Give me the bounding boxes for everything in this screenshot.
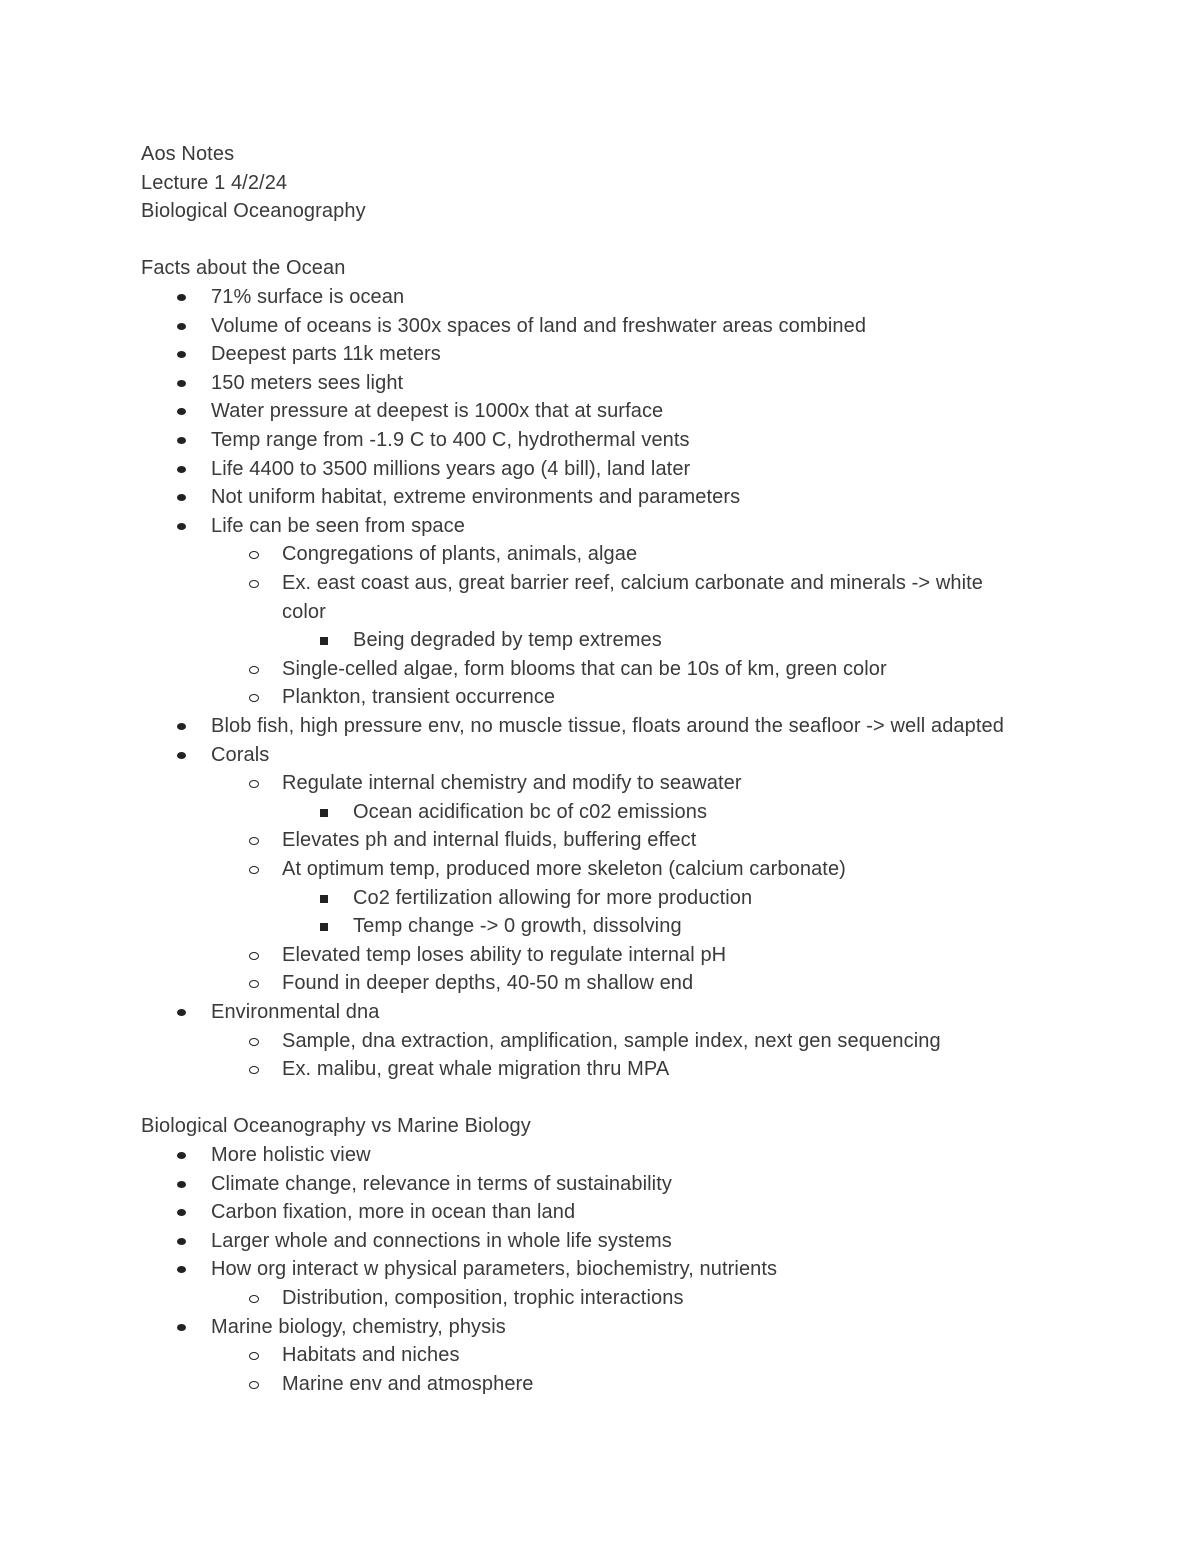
list-item: Distribution, composition, trophic interactions (282, 1287, 684, 1309)
list-item: Sample, dna extraction, amplification, sample index, next gen sequencing (282, 1029, 941, 1052)
bullet-square-icon (320, 637, 328, 645)
list-item: How org interact w physical parameters, biochemistry, nutrients (211, 1258, 778, 1281)
bullet-dot-icon (177, 323, 186, 330)
list-item: Habitats and niches (282, 1344, 460, 1367)
bullet-dot-icon (177, 1181, 186, 1188)
list-item: Carbon fixation, more in ocean than land (211, 1201, 576, 1224)
bullet-circle-icon (249, 666, 259, 674)
bullet-square-icon (320, 923, 328, 931)
bullet-dot-icon (177, 523, 186, 530)
lecture-line: Lecture 1 4/2/24 (141, 171, 288, 194)
list-item: Elevated temp loses ability to regulate internal pH (282, 943, 727, 966)
bullet-circle-icon (249, 694, 259, 702)
bullet-dot-icon (177, 351, 186, 358)
bullet-dot-icon (177, 1324, 186, 1331)
bullet-circle-icon (249, 1295, 259, 1303)
bullet-circle-icon (249, 1038, 259, 1046)
bullet-dot-icon (177, 466, 186, 473)
bullet-dot-icon (177, 752, 186, 759)
section-heading: Facts about the Ocean (141, 257, 346, 280)
list-item: Life can be seen from space (211, 514, 465, 537)
bullet-dot-icon (177, 380, 186, 387)
bullet-dot-icon (177, 1209, 186, 1216)
list-item: Blob fish, high pressure env, no muscle tissue, floats around the seafloor -> well adapted (211, 715, 1004, 737)
list-item: Marine env and atmosphere (282, 1372, 534, 1395)
bullet-dot-icon (177, 723, 186, 730)
list-item: Temp range from -1.9 C to 400 C, hydrothermal vents (211, 429, 690, 451)
list-item: More holistic view (211, 1144, 371, 1166)
list-item: Being degraded by temp extremes (353, 629, 662, 652)
list-item: Water pressure at deepest is 1000x that at surface (211, 400, 664, 423)
bullet-dot-icon (177, 1238, 186, 1245)
list-item: Volume of oceans is 300x spaces of land and freshwater areas combined (211, 314, 867, 337)
bullet-circle-icon (249, 1352, 259, 1360)
bullet-dot-icon (177, 408, 186, 415)
list-item: Single-celled algae, form blooms that can be 10s of km, green color (282, 657, 887, 680)
bullet-square-icon (320, 895, 328, 903)
list-item: Not uniform habitat, extreme environments and parameters (211, 486, 741, 509)
list-item: Co2 fertilization allowing for more production (353, 886, 753, 909)
list-item: Temp change -> 0 growth, dissolving (353, 915, 682, 938)
bullet-circle-icon (249, 551, 259, 559)
bullet-dot-icon (177, 437, 186, 444)
bullet-circle-icon (249, 980, 259, 988)
list-item: Found in deeper depths, 40-50 m shallow end (282, 972, 694, 995)
bullet-dot-icon (177, 294, 186, 301)
bullet-circle-icon (249, 866, 259, 874)
list-item: Larger whole and connections in whole life systems (211, 1229, 672, 1252)
list-item: Ex. malibu, great whale migration thru MPA (282, 1058, 670, 1081)
bullet-circle-icon (249, 580, 259, 588)
list-item: Corals (211, 743, 270, 766)
list-item: Regulate internal chemistry and modify to seawater (282, 772, 742, 795)
list-item: 71% surface is ocean (211, 286, 405, 308)
bullet-circle-icon (249, 780, 259, 788)
list-item: Congregations of plants, animals, algae (282, 543, 638, 566)
list-item: Marine biology, chemistry, physis (211, 1315, 506, 1338)
bullet-dot-icon (177, 1152, 186, 1159)
list-item: Elevates ph and internal fluids, buffering effect (282, 829, 697, 852)
list-item: At optimum temp, produced more skeleton (calcium carbonate) (282, 858, 846, 880)
list-item: Deepest parts 11k meters (211, 343, 441, 366)
list-item: Ocean acidification bc of c02 emissions (353, 800, 708, 823)
list-item: Climate change, relevance in terms of sustainability (211, 1172, 672, 1195)
list-item: 150 meters sees light (211, 371, 404, 394)
list-item-continuation: color (282, 600, 326, 623)
list-item: Ex. east coast aus, great barrier reef, calcium carbonate and minerals -> white (282, 572, 984, 594)
bullet-circle-icon (249, 837, 259, 845)
bullet-circle-icon (249, 1381, 259, 1389)
section-heading: Biological Oceanography vs Marine Biology (141, 1115, 531, 1138)
list-item: Environmental dna (211, 1001, 380, 1023)
bullet-circle-icon (249, 952, 259, 960)
bullet-square-icon (320, 809, 328, 817)
bullet-dot-icon (177, 1009, 186, 1016)
list-item: Plankton, transient occurrence (282, 686, 556, 709)
subject-line: Biological Oceanography (141, 200, 366, 223)
bullet-circle-icon (249, 1066, 259, 1074)
bullet-dot-icon (177, 494, 186, 501)
bullet-dot-icon (177, 1266, 186, 1273)
list-item: Life 4400 to 3500 millions years ago (4 bill), land later (211, 457, 691, 480)
doc-title: Aos Notes (141, 143, 235, 165)
